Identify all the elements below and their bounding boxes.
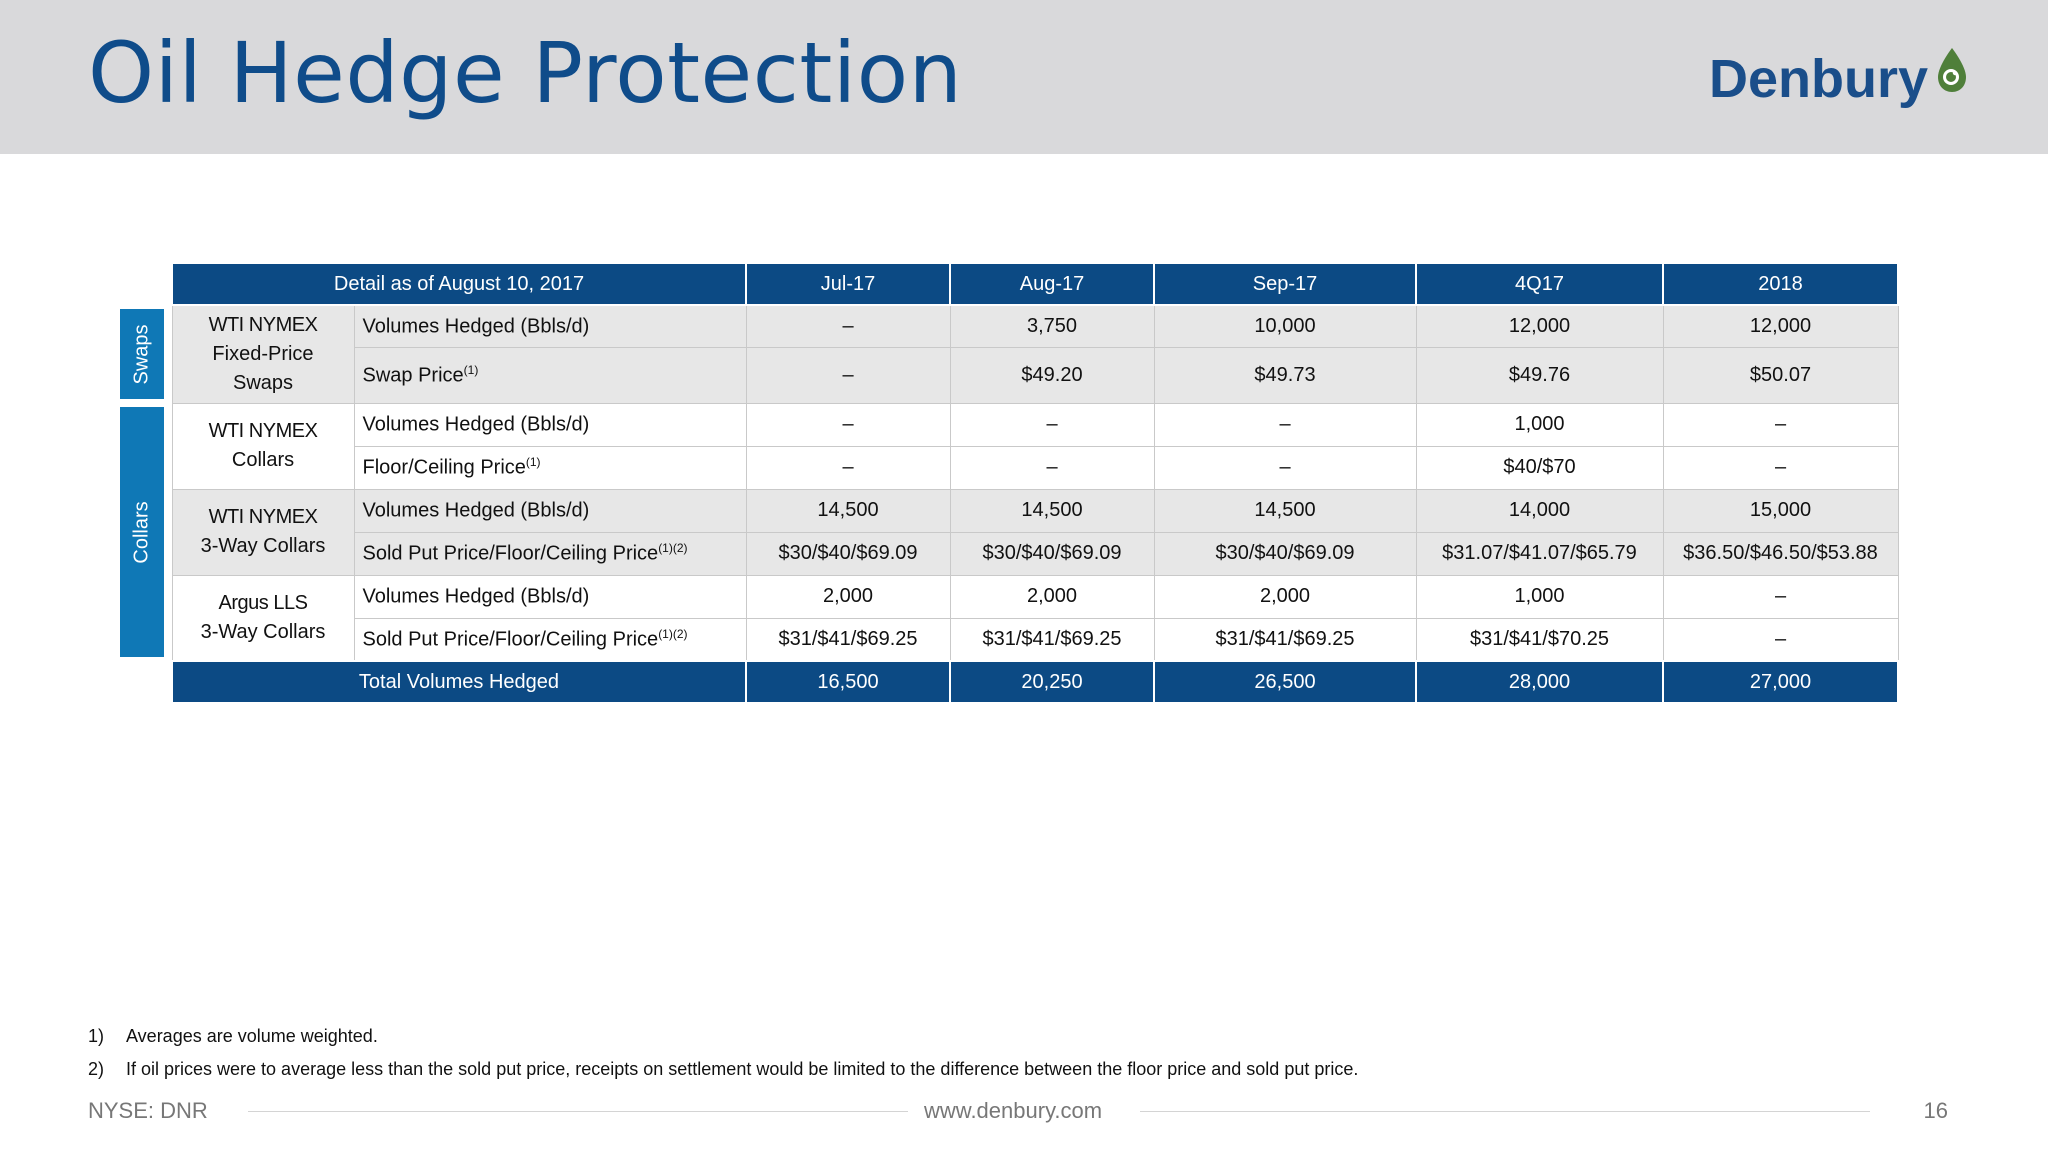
table-cell: 12,000 [1663,305,1898,347]
table-cell: – [1663,618,1898,661]
table-cell: 2,000 [1154,575,1416,618]
table-cell: $36.50/$46.50/$53.88 [1663,532,1898,575]
row-description: Volumes Hedged (Bbls/d) [354,403,746,446]
table-row [120,446,1898,489]
table-cell: 14,500 [1154,489,1416,532]
group-label: WTI NYMEX Fixed-Price Swaps [172,305,354,403]
table-cell: – [746,446,950,489]
logo-text: Denbury [1708,49,1928,109]
row-description: Volumes Hedged (Bbls/d) [354,489,746,532]
table-cell: $31.07/$41.07/$65.79 [1416,532,1663,575]
table-cell: 14,000 [1416,489,1663,532]
hedge-table [120,262,1899,704]
table-cell: $50.07 [1663,347,1898,403]
table-cell: – [1154,446,1416,489]
table-cell: – [746,403,950,446]
table-cell: 1,000 [1416,575,1663,618]
table-cell: 1,000 [1416,403,1663,446]
footnote-text: Averages are volume weighted. [126,1026,378,1046]
row-description: Sold Put Price/Floor/Ceiling Price$^{(1)(2)}$ [354,532,746,575]
table-row [120,532,1898,575]
column-header: 2018 [1663,263,1898,305]
footnote-number: 1) [88,1026,105,1046]
footnotes [88,1020,1358,1086]
footnote-number: 2) [88,1059,105,1079]
row-description: Volumes Hedged (Bbls/d) [354,575,746,618]
footer [88,1098,1948,1128]
swaps-band-label: Swaps [130,323,153,385]
swaps-band [120,305,172,403]
row-description: Swap Price$^{(1)}$ [354,347,746,403]
table-cell: – [950,403,1154,446]
hedge-table-container [120,262,1898,704]
table-cell: $31/$41/$69.25 [950,618,1154,661]
row-description: Sold Put Price/Floor/Ceiling Price$^{(1)(2)}$ [354,618,746,661]
table-cell: – [746,347,950,403]
footer-divider [1140,1111,1870,1112]
table-row [120,305,1898,347]
table-cell: $30/$40/$69.09 [746,532,950,575]
table-cell: $31/$41/$69.25 [1154,618,1416,661]
header-bar [0,0,2048,154]
total-cell: 27,000 [1663,661,1898,703]
collars-band-label: Collars [130,500,153,564]
website-link[interactable]: www.denbury.com [924,1098,1103,1123]
company-logo [1709,44,1970,114]
group-label: Argus LLS 3-Way Collars [172,575,354,661]
ticker-label: NYSE: DNR [88,1098,208,1123]
column-header: Detail as of August 10, 2017 [172,263,746,305]
footnote [88,1053,1358,1086]
total-cell: 20,250 [950,661,1154,703]
table-cell: – [950,446,1154,489]
table-cell: $49.20 [950,347,1154,403]
total-label: Total Volumes Hedged [172,661,746,703]
table-cell: 14,500 [950,489,1154,532]
oil-drop-icon [1934,46,1970,99]
table-cell: 10,000 [1154,305,1416,347]
table-cell: $30/$40/$69.09 [950,532,1154,575]
column-header: Jul-17 [746,263,950,305]
table-row [120,489,1898,532]
table-cell: 2,000 [746,575,950,618]
table-cell: – [1663,403,1898,446]
table-cell: $49.73 [1154,347,1416,403]
collars-band [120,403,172,661]
footer-divider [248,1111,908,1112]
total-row [120,661,1898,703]
page-number: 16 [1923,1098,1948,1123]
table-cell: – [746,305,950,347]
column-header: Sep-17 [1154,263,1416,305]
group-label: WTI NYMEX Collars [172,403,354,489]
row-description: Floor/Ceiling Price$^{(1)}$ [354,446,746,489]
table-cell: – [1663,446,1898,489]
table-cell: $31/$41/$70.25 [1416,618,1663,661]
table-cell: $31/$41/$69.25 [746,618,950,661]
table-row [120,575,1898,618]
table-cell: $49.76 [1416,347,1663,403]
total-cell: 26,500 [1154,661,1416,703]
column-header: 4Q17 [1416,263,1663,305]
table-cell: 12,000 [1416,305,1663,347]
table-cell: 14,500 [746,489,950,532]
table-header-row [120,263,1898,305]
total-cell: 28,000 [1416,661,1663,703]
group-label: WTI NYMEX 3-Way Collars [172,489,354,575]
table-cell: 2,000 [950,575,1154,618]
table-row [120,403,1898,446]
page-title: Oil Hedge Protection [88,24,963,122]
table-row [120,618,1898,661]
table-cell: – [1663,575,1898,618]
footnote [88,1020,1358,1053]
footnote-text: If oil prices were to average less than the sold put price, receipts on settlement would be limited to the difference between the floor price and sold put price. [126,1059,1359,1079]
table-cell: 15,000 [1663,489,1898,532]
table-cell: – [1154,403,1416,446]
column-header: Aug-17 [950,263,1154,305]
table-cell: $30/$40/$69.09 [1154,532,1416,575]
row-description: Volumes Hedged (Bbls/d) [354,305,746,347]
table-row [120,347,1898,403]
table-cell: $40/$70 [1416,446,1663,489]
table-cell: 3,750 [950,305,1154,347]
total-cell: 16,500 [746,661,950,703]
